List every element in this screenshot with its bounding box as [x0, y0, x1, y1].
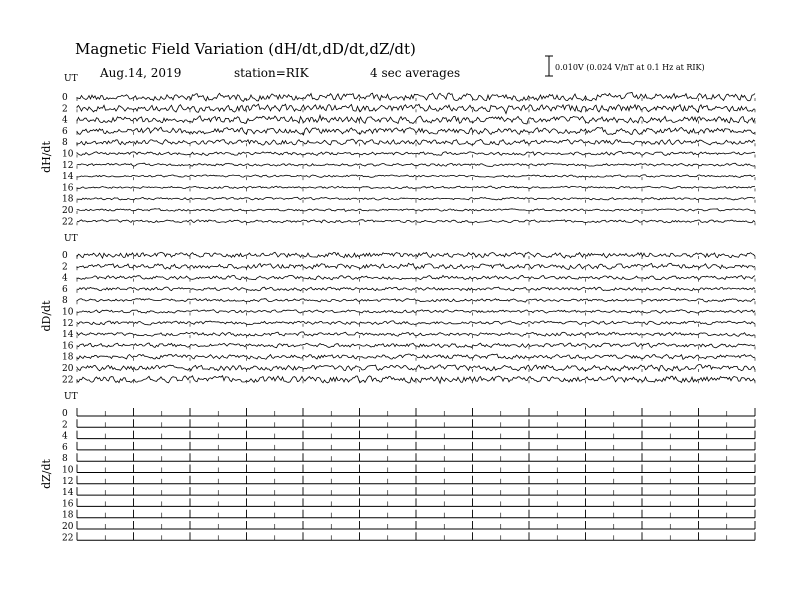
row-hour-label: 10	[62, 307, 74, 318]
ut-axis-label: UT	[64, 74, 78, 84]
ut-axis-label: UT	[64, 392, 78, 402]
row-hour-label: 20	[62, 364, 74, 374]
row-hour-label: 8	[62, 454, 68, 465]
chart-title: Magnetic Field Variation (dH/dt,dD/dt,dZ/dt)	[75, 40, 416, 58]
row-hour-label: 14	[62, 488, 74, 499]
row-hour-label: 22	[62, 217, 74, 228]
row-hour-label: 6	[62, 126, 68, 137]
row-hour-label: 6	[62, 442, 68, 453]
component-label: dD/dt	[40, 300, 53, 332]
averaging-label: 4 sec averages	[370, 66, 461, 80]
trace-line	[77, 197, 755, 200]
row-hour-label: 10	[62, 465, 74, 476]
row-hour-label: 6	[62, 284, 68, 295]
row-hour-label: 18	[62, 194, 74, 205]
date-label: Aug.14, 2019	[100, 66, 182, 80]
row-hour-label: 16	[62, 341, 74, 352]
row-hour-label: 14	[62, 172, 74, 183]
row-hour-label: 4	[62, 115, 68, 126]
panel-dH-dt	[40, 74, 755, 227]
row-hour-label: 4	[62, 273, 68, 284]
row-hour-label: 12	[62, 318, 74, 329]
row-hour-label: 0	[62, 251, 68, 261]
row-hour-label: 2	[62, 104, 68, 115]
row-hour-label: 2	[62, 420, 68, 431]
row-hour-label: 18	[62, 352, 74, 363]
ut-axis-label: UT	[64, 234, 78, 244]
row-hour-label: 18	[62, 510, 74, 521]
station-label: station=RIK	[234, 66, 309, 80]
row-hour-label: 12	[62, 160, 74, 171]
row-hour-label: 2	[62, 262, 68, 273]
row-hour-label: 12	[62, 476, 74, 487]
panel-dZ-dt	[40, 392, 755, 543]
scale-bar-label: 0.010V (0.024 V/nT at 0.1 Hz at RIK)	[555, 63, 705, 72]
row-hour-label: 20	[62, 206, 74, 216]
row-hour-label: 0	[62, 409, 68, 419]
row-hour-label: 14	[62, 330, 74, 341]
panels-group	[40, 74, 755, 543]
row-hour-label: 22	[62, 533, 74, 544]
row-hour-label: 0	[62, 93, 68, 103]
trace-line	[77, 220, 755, 223]
row-hour-label: 10	[62, 149, 74, 160]
row-hour-label: 8	[62, 296, 68, 307]
trace-line	[77, 186, 755, 189]
panel-dD-dt	[40, 234, 755, 385]
row-hour-label: 22	[62, 375, 74, 386]
scale-bar	[545, 56, 705, 76]
row-hour-label: 4	[62, 431, 68, 442]
row-hour-label: 20	[62, 522, 74, 532]
row-hour-label: 16	[62, 183, 74, 194]
component-label: dZ/dt	[40, 459, 53, 489]
component-label: dH/dt	[40, 141, 53, 173]
trace-line	[77, 175, 755, 178]
row-hour-label: 8	[62, 138, 68, 149]
trace-line	[77, 209, 755, 212]
row-hour-label: 16	[62, 499, 74, 510]
